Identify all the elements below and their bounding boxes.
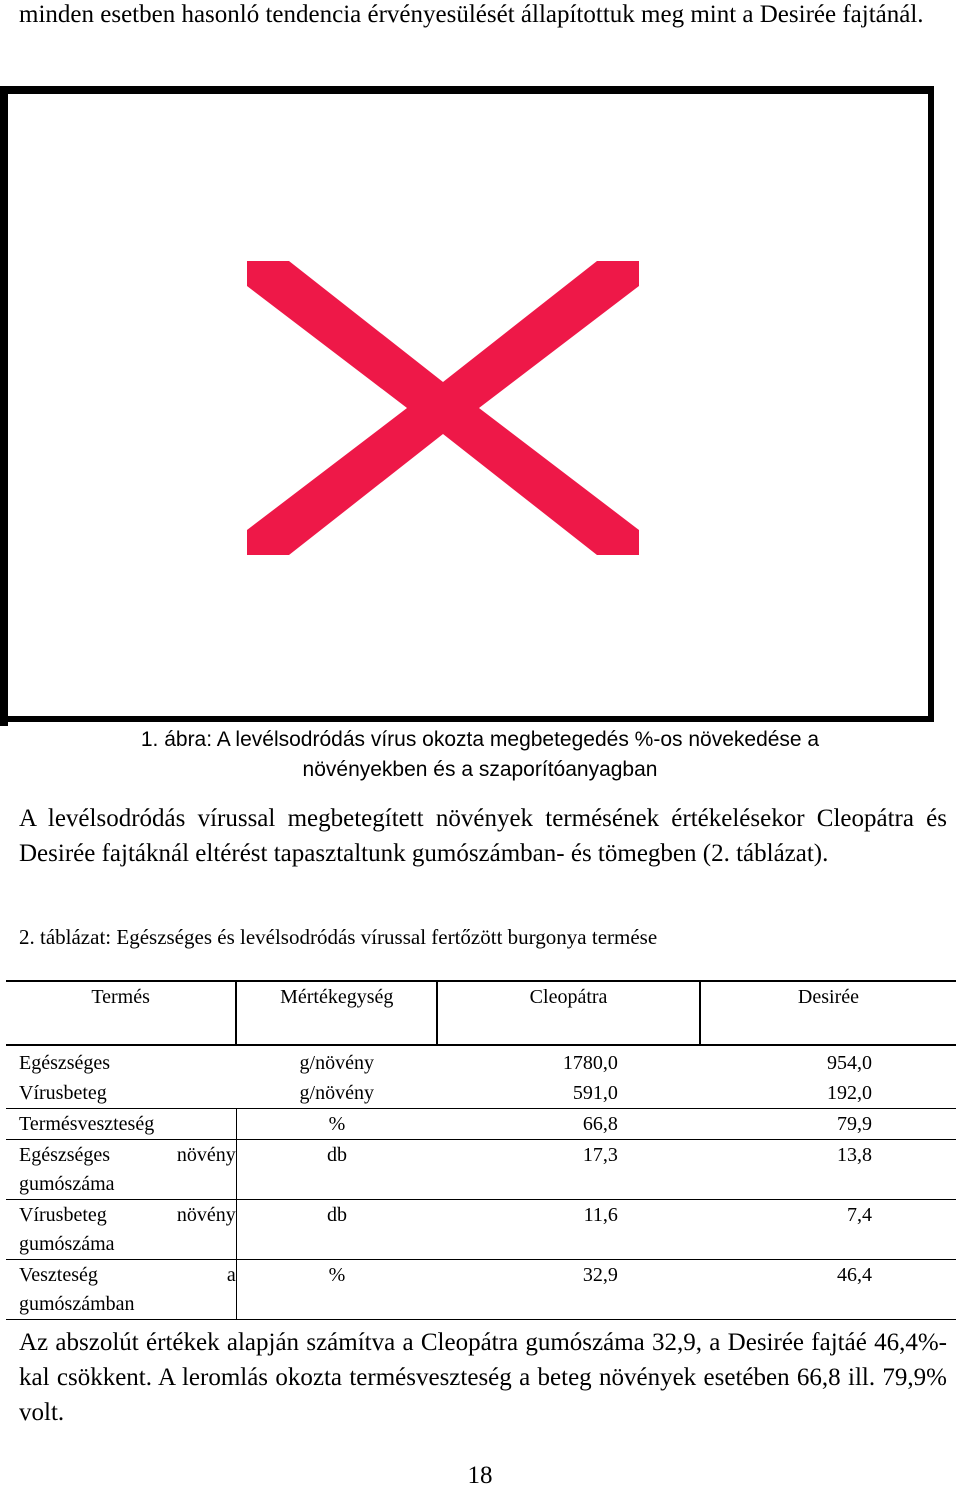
row-cleopatra: 66,8 (437, 1109, 700, 1140)
yield-table (6, 980, 956, 1320)
conclusion-paragraph: Az abszolút értékek alapján számítva a Cleopátra gumószáma 32,9, a Desirée fajtáé 46,4%-kal csökkent. A leromlás okozta termésveszteség a beteg növények esetében 66,8 ill. 79,9% volt. (19, 1329, 947, 1426)
row-desiree: 7,4 (700, 1200, 956, 1260)
header-desiree: Desirée (700, 981, 956, 1045)
table-title: 2. táblázat: Egészséges és levélsodródás vírussal fertőzött burgonya termése (19, 925, 658, 949)
row-label-part2: gumószáma (19, 1173, 115, 1195)
row-desiree: 46,4 (700, 1260, 956, 1320)
row-unit: db (236, 1200, 437, 1260)
row-label-part2: gumószámban (19, 1293, 135, 1315)
row-label-part1: Veszteség a (19, 1264, 236, 1286)
table-row (6, 1200, 956, 1260)
row-desiree: 192,0 (700, 1078, 956, 1109)
page-number: 18 (467, 1462, 493, 1489)
row-cleopatra: 591,0 (437, 1078, 700, 1109)
row-unit: g/növény (236, 1078, 437, 1109)
row-desiree: 13,8 (700, 1140, 956, 1200)
row-desiree: 954,0 (827, 1052, 872, 1074)
row-unit: g/növény (299, 1052, 374, 1074)
row-cleopatra: 11,6 (437, 1200, 700, 1260)
header-cleopatra: Cleopátra (437, 981, 700, 1045)
header-termes: Termés (6, 981, 236, 1045)
row-label: Termésveszteség (6, 1109, 236, 1140)
broken-image-red-x-icon (247, 261, 639, 555)
row-label-part2: gumószáma (19, 1233, 115, 1255)
figure-caption-line1: 1. ábra: A levélsodródás vírus okozta megbetegedés %-os növekedése a (140, 728, 820, 751)
table-row (6, 1078, 956, 1109)
row-label-part1: Vírusbeteg növény (19, 1204, 236, 1226)
table-row (6, 1045, 956, 1078)
intro-paragraph: minden esetben hasonló tendencia érvényesülését állapítottuk meg mint a Desirée fajtánál. (19, 1, 924, 28)
figure-caption-line2: növényekben és a szaporítóanyagban (302, 758, 658, 781)
row-cleopatra: 32,9 (437, 1260, 700, 1320)
row-label: Egészséges (19, 1052, 111, 1074)
row-label (6, 1200, 236, 1260)
row-label: Vírusbeteg (6, 1078, 236, 1109)
row-desiree: 79,9 (700, 1109, 956, 1140)
row-unit: % (236, 1260, 437, 1320)
table-row (6, 1260, 956, 1320)
row-cleopatra: 17,3 (437, 1140, 700, 1200)
row-label-part1: Egészséges növény (19, 1144, 236, 1166)
header-mertekegyseg: Mértékegység (236, 981, 437, 1045)
table-row (6, 1109, 956, 1140)
row-label (6, 1260, 236, 1320)
table-row (6, 1140, 956, 1200)
row-label (6, 1140, 236, 1200)
table-header-row (6, 981, 956, 1045)
results-paragraph: A levélsodródás vírussal megbetegített növények termésének értékelésekor Cleopátra és Desirée fajtáknál eltérést tapasztaltunk gumószámban- és tömegben (2. táblázat). (19, 805, 947, 867)
row-unit: db (236, 1140, 437, 1200)
row-unit: % (236, 1109, 437, 1140)
row-cleopatra: 1780,0 (562, 1052, 618, 1074)
